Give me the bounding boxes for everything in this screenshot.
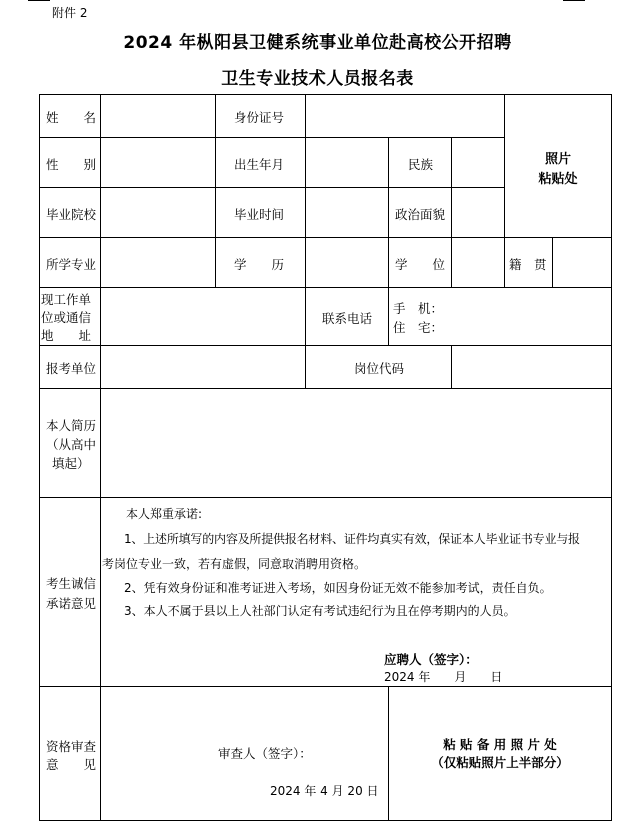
label-id-number: 身份证号 [234,110,285,125]
reviewer-signature-field[interactable] [320,740,385,760]
grad-time-field[interactable] [306,188,388,237]
politics-field[interactable] [452,188,504,237]
pledge-item1a: 1、上述所填写的内容及所提供报名材料、证件均真实有效，保证本人毕业证书专业与报 [124,532,580,546]
form-title: 2024 年枞阳县卫健系统事业单位赴高校公开招聘 [123,33,512,53]
pledge-item2: 2、凭有效身份证和准考证进入考场，如因身份证无效不能参加考试，责任自负。 [124,581,552,595]
review-date: 2024 年 4 月 20 日 [270,784,379,798]
col-line [504,94,505,288]
pledge-signer: 应聘人（签字）： [384,652,478,667]
label-degree: 学 位 [395,257,446,272]
col-line [388,137,389,346]
degree-field[interactable] [452,238,504,287]
label-education: 学 历 [234,257,285,272]
col-line [215,94,216,288]
resume-field[interactable] [101,389,611,497]
label-review-line1: 资格审查 [46,739,97,754]
applicant-signature-field[interactable] [490,646,600,666]
table-border [611,94,612,821]
gender-field[interactable] [101,138,215,187]
label-native-place: 籍 贯 [509,257,547,272]
label-birth: 出生年月 [234,157,285,172]
label-resume-line3: 填起） [52,456,90,471]
label-home-phone: 住 宅： [393,320,444,335]
label-mobile: 手 机： [393,301,444,316]
label-major: 所学专业 [46,257,97,272]
label-post-code: 岗位代码 [354,361,405,376]
ethnicity-field[interactable] [452,138,504,187]
label-grad-time: 毕业时间 [234,207,285,222]
reviewer-sign-label: 审查人（签字）： [218,746,312,761]
table-border [39,820,612,821]
work-address-field[interactable] [101,288,305,345]
label-resume-line2: （从高中 [46,437,97,452]
pledge-date: 2024 年 月 日 [384,670,503,684]
label-apply-unit: 报考单位 [46,361,97,376]
label-pledge-line2: 承诺意见 [46,596,97,611]
school-field[interactable] [101,188,215,237]
pledge-intro: 本人郑重承诺: [126,507,203,521]
attachment-label: 附件 2 [52,6,88,20]
table-border [39,94,40,821]
label-resume-line1: 本人简历 [46,418,97,433]
col-line [305,287,306,389]
label-name: 姓 名 [46,110,97,125]
label-work-line2: 位或通信 [41,310,92,325]
backup-photo-label: 粘 贴 备 用 照 片 处 [443,737,557,752]
top-edge-mark [28,0,50,1]
name-field[interactable] [101,95,215,137]
label-phone: 联系电话 [322,311,373,326]
phone-field[interactable] [452,288,611,345]
apply-unit-field[interactable] [101,346,305,388]
form-subtitle: 卫生专业技术人员报名表 [221,69,414,89]
label-politics: 政治面貌 [395,207,446,222]
native-place-field[interactable] [553,238,611,287]
row-line [39,497,612,498]
label-school: 毕业院校 [46,207,97,222]
label-pledge-line1: 考生诚信 [46,576,97,591]
label-work-line3: 地 址 [41,328,92,343]
top-edge-mark [563,0,585,1]
post-code-field[interactable] [452,346,611,388]
pledge-item3: 3、本人不属于县以上人社部门认定有考试违纪行为且在停考期内的人员。 [124,604,516,618]
major-field[interactable] [101,238,215,287]
birth-field[interactable] [306,138,388,187]
label-ethnicity: 民族 [408,157,434,172]
label-review-line2: 意 见 [46,757,97,772]
photo-label-line2: 粘贴处 [538,172,578,187]
label-gender: 性 别 [46,157,97,172]
row-line [39,686,612,687]
id-number-field[interactable] [306,95,504,137]
backup-photo-note: （仅粘贴照片上半部分） [431,755,569,770]
pledge-item1b: 考岗位专业一致，若有虚假，同意取消聘用资格。 [102,557,367,571]
label-work-line1: 现工作单 [41,292,92,307]
photo-label-line1: 照片 [544,152,571,167]
education-field[interactable] [306,238,388,287]
